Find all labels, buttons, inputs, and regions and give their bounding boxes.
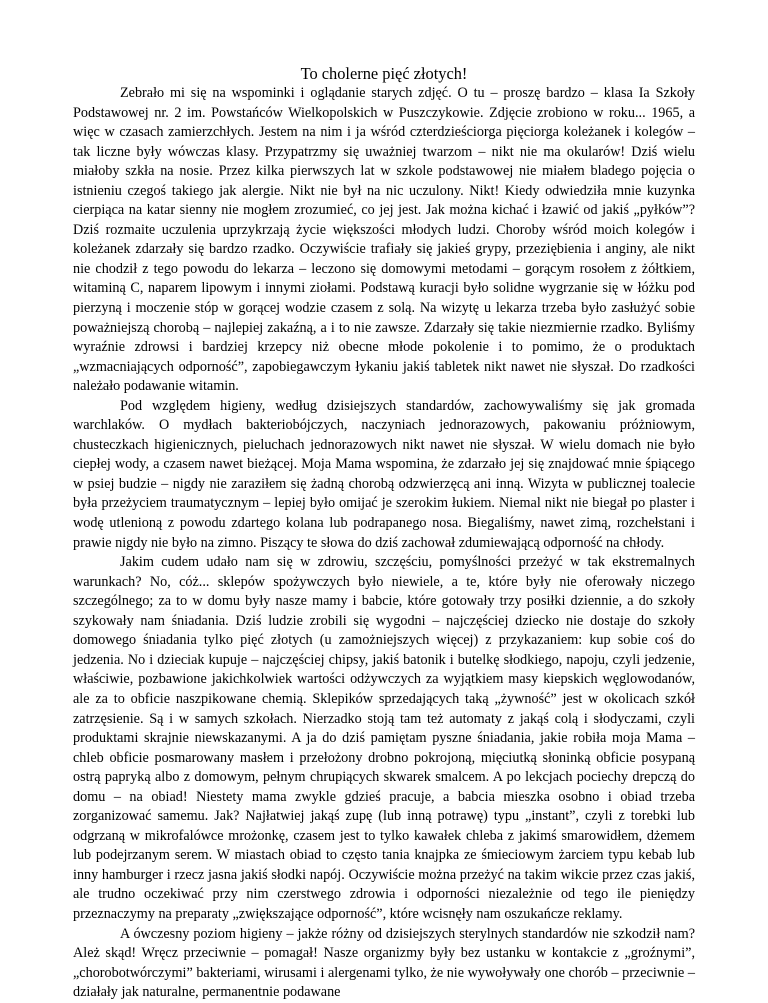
document-title: To cholerne pięć złotych!	[300, 64, 468, 83]
paragraph: Jakim cudem udało nam się w zdrowiu, szczęściu, pomyślności przeżyć w tak ekstremalnych warunkach? No, cóż... sklepów spożywczych było niewiele, a te, które były nie oferowały niczego szczególnego; za to w domu były nasze mamy i babcie, które gotowały trzy posiłki dziennie, a do szkoły szykowały nam śniadania. Dziś ludzie zrobili się wygodni – najczęściej dziecko nie dostaje do szkoły domowego śniadania tylko pięć złotych (u zamożniejszych więcej) z przykazaniem: kup sobie coś do jedzenia. No i dzieciak kupuje – najczęściej chipsy, jakiś batonik i butelkę słodkiego, napoju, czyli jedzenie, właściwie, pozbawione jakichkolwiek wartości odżywczych za wyjątkiem masy kiepskich węglowodanów, ale za to obficie naszpikowane chemią. Sklepików sprzedających taką „żywność” jest w okolicach szkół zatrzęsienie. Są i w samych szkołach. Nierzadko stoją tam też automaty z jakąś colą i słodyczami, czyli produktami skrajnie niewskazanymi. A ja do dziś pamiętam pyszne śniadania, jakie robiła moja Mama – chleb obficie posmarowany masłem i przełożony drobno pokrojoną, mięciutką słoninką obficie posypaną ostrą papryką albo z domowym, pełnym chrupiących skwarek smalcem. A po lekcjach pociechy drepczą do domu – na obiad! Niestety mama zwykle gdzieś pracuje, a babcia mieszka osobno i obiad trzeba zorganizować samemu. Jak? Najłatwiej jakąś zupę (lub inną potrawę) typu „instant”, czyli z torebki lub odgrzaną w mikrofalówce mrożonkę, czasem jest to tylko kawałek chleba z jakimś smarowidłem, dżemem lub podejrzanym serem. W miastach obiad to często tania knajpka ze śmieciowym żarciem typu kebab lub inny hamburger i rzecz jasna jakiś słodki napój. Oczywiście można przeżyć na takim wikcie przez czas jakiś, ale trudno oczekiwać przy nim czerstwego zdrowia i odporności niezależnie od tego ile pieniędzy przeznaczymy na preparaty „zwiększające odporność”, które wcisnęły nam oszukańcze reklamy.	[73, 554, 695, 922]
paragraph: Zebrało mi się na wspominki i oglądanie starych zdjęć. O tu – proszę bardzo – klasa Ia Szkoły Podstawowej nr. 2 im. Powstańców Wielkopolskich w Puszczykowie. Zdjęcie zrobiono w roku... 1965, a więc w czasach zamierzchłych. Jestem na nim i ja wśród czterdzieściorga pięciorga koleżanek i kolegów – tak liczne były wówczas klasy. Przypatrzmy się uważniej twarzom – nikt nie ma okularów! Dziś wielu miałoby szkła na nosie. Przez kilka pierwszych lat w szkole podstawowej nie miałem bladego pojęcia o istnieniu czegoś takiego jak alergie. Nikt nie był na nic uczulony. Nikt! Kiedy odwiedziła mnie kuzynka cierpiąca na katar sienny nie mogłem zrozumieć, co jej jest. Jak można kichać i łzawić od jakiś „pyłków”? Dziś rozmaite uczulenia uprzykrzają życie większości młodych ludzi. Choroby wśród moich kolegów i koleżanek zdarzały się bardzo rzadko. Oczywiście trafiały się jakieś grypy, przeziębienia i anginy, ale nikt nie chodził z tego powodu do lekarza – leczono się domowymi metodami – gorącym rosołem z żółtkiem, witaminą C, naparem lipowym i innymi ziołami. Podstawą kuracji było solidne wygrzanie się w łóżku pod pierzyną i moczenie stóp w gorącej wodzie czasem z solą. Na wizytę u lekarza trzeba było zasłużyć sobie poważniejszą chorobą – najlepiej zakaźną, a i to nie zawsze. Zdarzały się takie niezmiernie rzadko. Byliśmy wyraźnie zdrowsi i bardziej krzepcy niż obecne młode pokolenie i to pomimo, że o produktach „wzmacniających odporność”, zapobiegawczym łykaniu jakiś tabletek nikt nawet nie słyszał. Do rzadkości należało podawanie witamin.	[73, 85, 695, 395]
paragraph: Pod względem higieny, według dzisiejszych standardów, zachowywaliśmy się jak gromada warchlaków. O mydłach bakteriobójczych, naczyniach jednorazowych, pakowaniu próżniowym, chusteczkach higienicznych, pieluchach jednorazowych nikt nawet nie słyszał. W wielu domach nie było ciepłej wody, a czasem nawet bieżącej. Moja Mama wspomina, że zdarzało jej się znajdować mnie śpiącego w psiej budzie – nigdy nie zaraziłem się żadną chorobą odzwierzęcą ani inną. Wizyta w publicznej toalecie była przeżyciem traumatycznym – lepiej było omijać je szerokim łukiem. Niemal nikt nie biegał po plaster i wodę utlenioną z powodu zdartego kolana lub podrapanego nosa. Biegaliśmy, nawet zimą, rozchełstani i prawie nigdy nie było na zimno. Piszący te słowa do dziś zachował zdumiewającą odporność na chłody.	[73, 397, 695, 551]
document-body	[73, 84, 695, 1003]
paragraph: A ówczesny poziom higieny – jakże różny od dzisiejszych sterylnych standardów nie szkodził nam? Ależ skąd! Wręcz przeciwnie – pomagał! Nasze organizmy były bez ustanku w kontakcie z „groźnymi”, „chorobotwórczymi” bakteriami, wirusami i alergenami tylko, że nie wywoływały one chorób – przeciwnie – działały jak naturalne, permanentnie podawane	[73, 925, 695, 1001]
